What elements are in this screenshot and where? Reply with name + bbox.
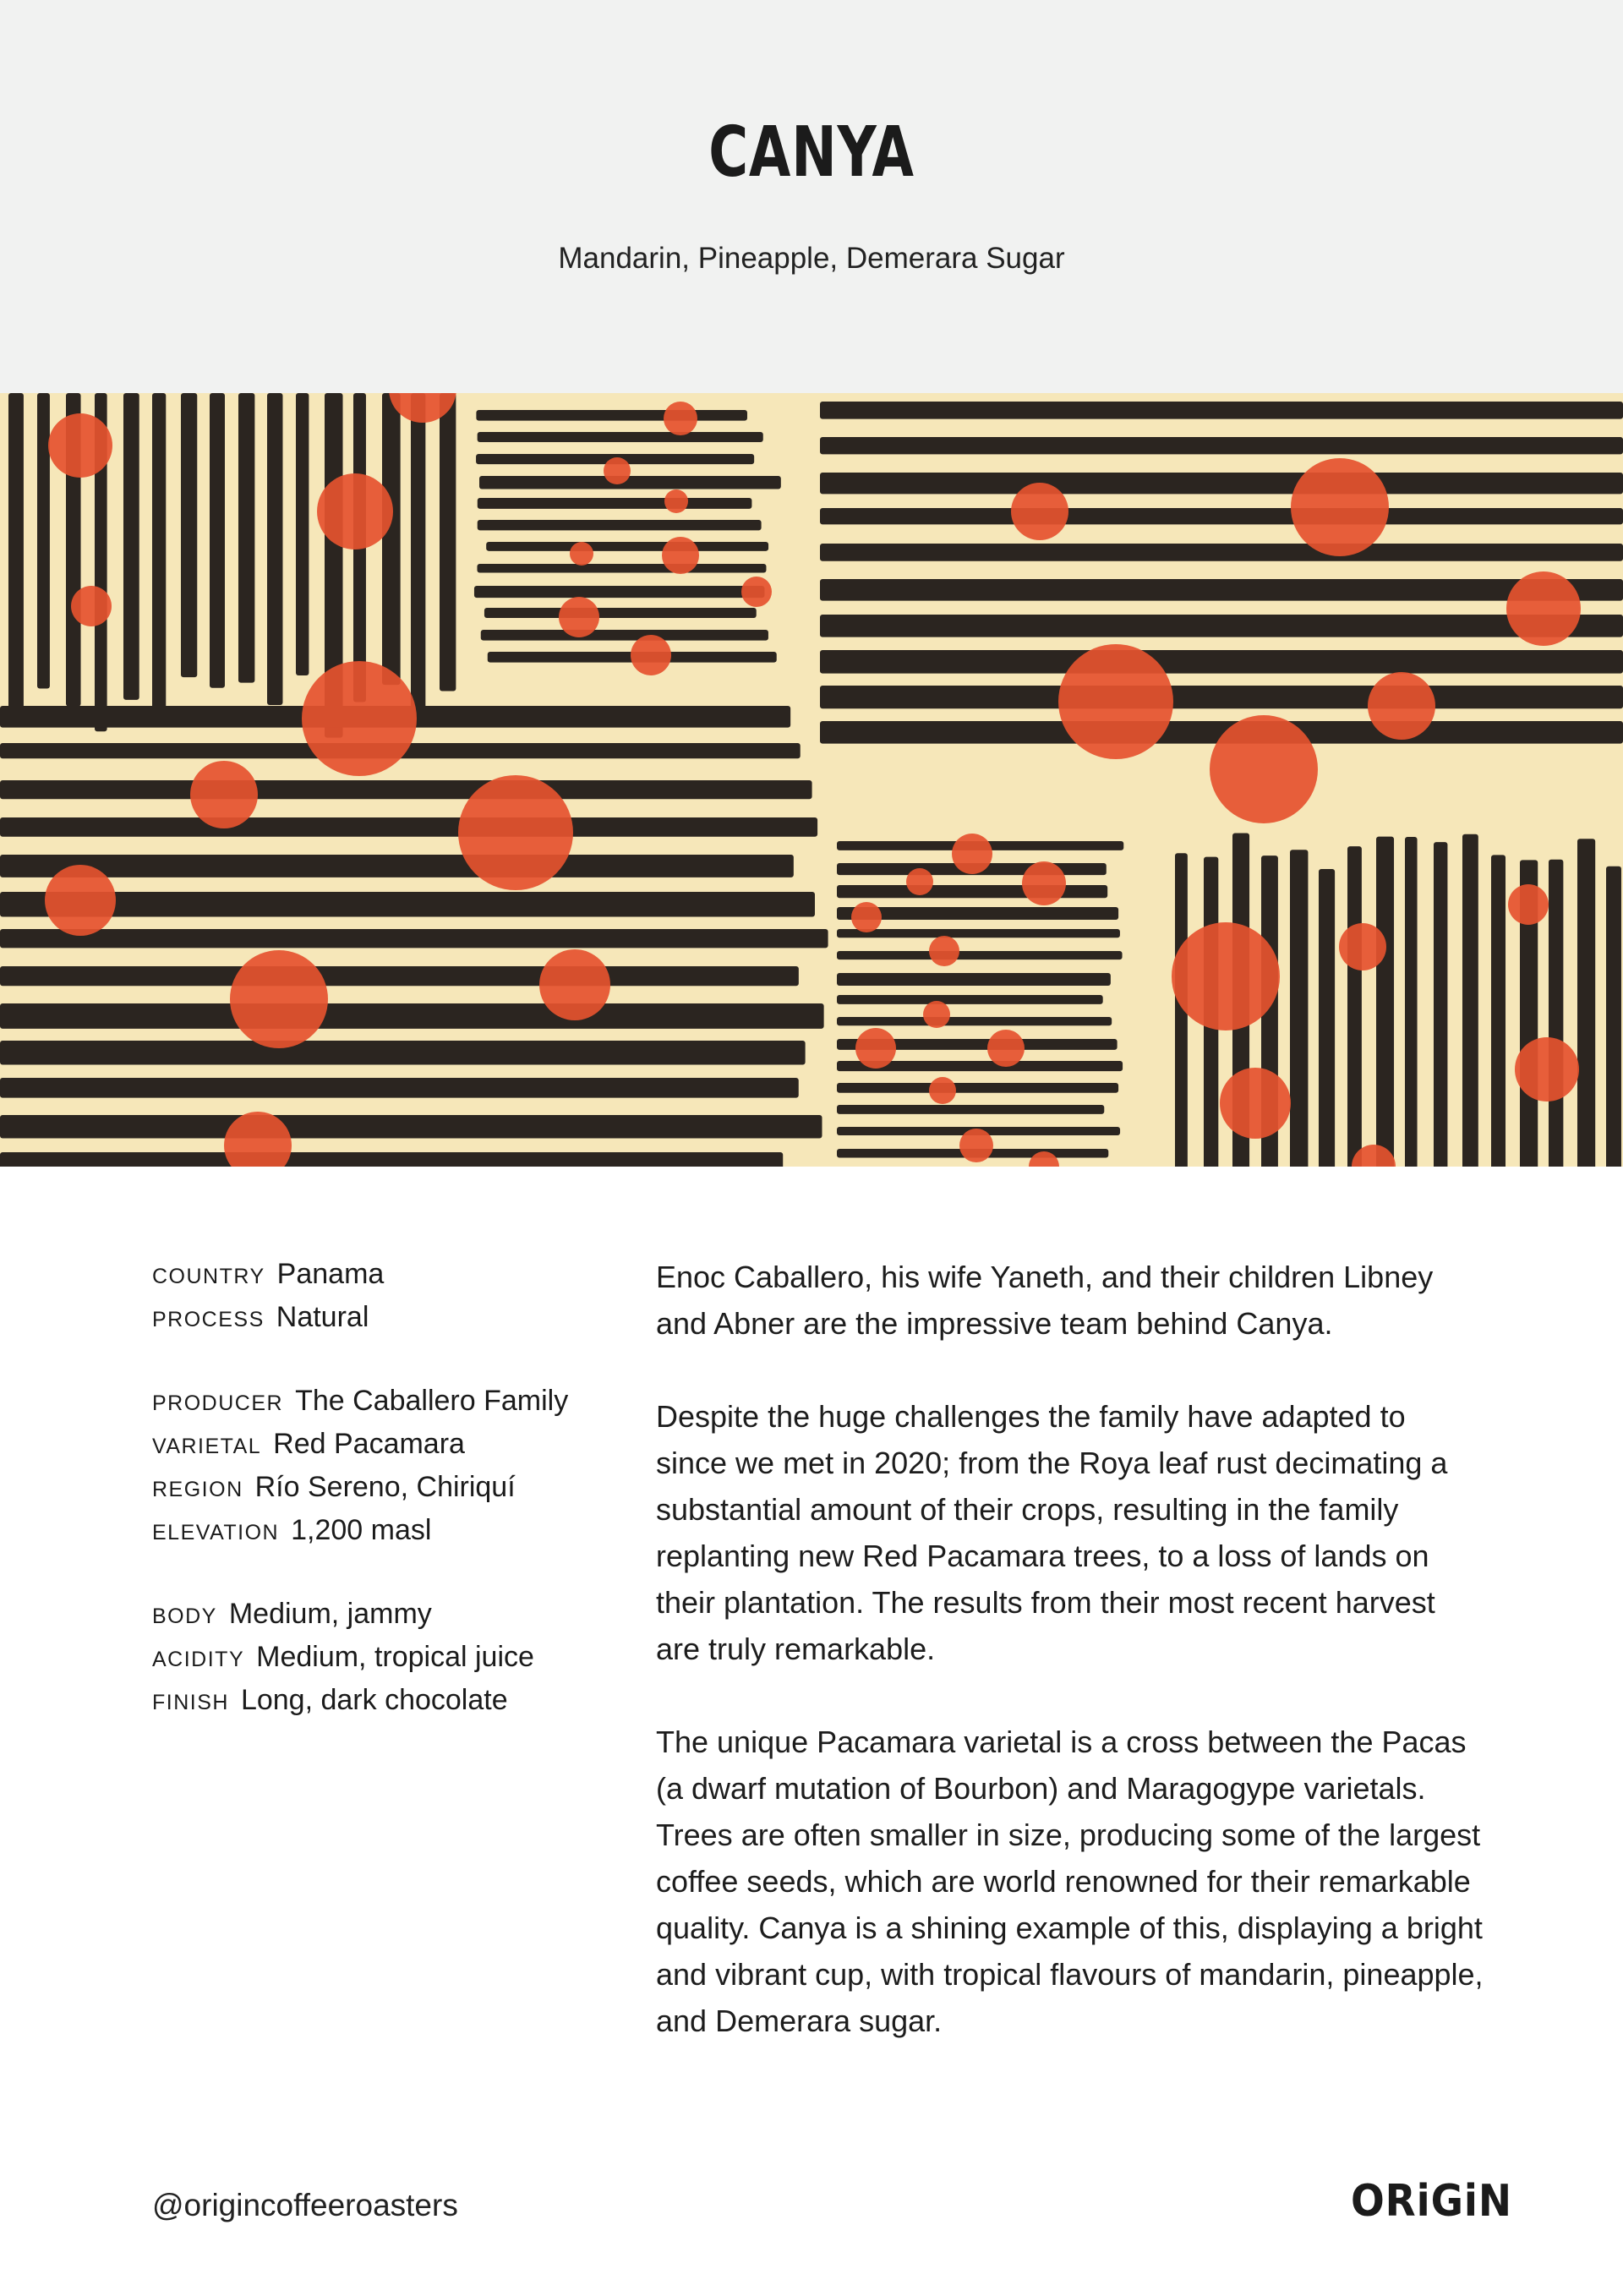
spec-label: PROCESS bbox=[152, 1308, 265, 1331]
spec-label: BODY bbox=[152, 1604, 217, 1628]
spec-label: REGION bbox=[152, 1478, 243, 1501]
spec-row-finish bbox=[152, 1680, 626, 1723]
origin-logo: ORiGiN bbox=[1351, 2176, 1512, 2227]
spec-value: Long, dark chocolate bbox=[240, 1684, 508, 1716]
spec-label: VARIETAL bbox=[152, 1435, 262, 1458]
header-band bbox=[0, 0, 1623, 393]
artwork-illustration bbox=[0, 393, 1623, 1167]
coffee-title: CANYA bbox=[708, 112, 915, 193]
spec-value: Río Sereno, Chiriquí bbox=[254, 1471, 516, 1503]
spec-group bbox=[152, 1254, 626, 1340]
spec-row-producer bbox=[152, 1380, 626, 1424]
spec-row-acidity bbox=[152, 1637, 626, 1680]
description-paragraph: The unique Pacamara varietal is a cross between the Pacas (a dwarf mutation of Bourbon) and Maragogype varietals. Trees are often smaller in size, producing some of the largest coffee seeds, which are world renowned for their remarkable quality. Canya is a shining example of this, displaying a bright and vibrant cup, with tropical flavours of mandarin, pineapple, and Demerara sugar. bbox=[656, 1725, 1484, 2038]
spec-value: Medium, tropical juice bbox=[256, 1641, 534, 1673]
description-paragraph: Despite the huge challenges the family have adapted to since we met in 2020; from the Roya leaf rust decimating a substantial amount of their crops, resulting in the family replanting new Red Pacamara trees, to a loss of lands on their plantation. The results from their most recent harvest are truly remarkable. bbox=[656, 1399, 1448, 1666]
spec-group bbox=[152, 1380, 626, 1553]
spec-row-region bbox=[152, 1467, 626, 1510]
spec-value: The Caballero Family bbox=[295, 1385, 569, 1417]
description-paragraph: Enoc Caballero, his wife Yaneth, and their children Libney and Abner are the impressive team behind Canya. bbox=[656, 1260, 1434, 1341]
social-handle: @origincoffeeroasters bbox=[152, 2188, 458, 2222]
coffee-description bbox=[656, 1254, 1484, 2091]
coffee-specs bbox=[152, 1254, 626, 1763]
spec-row-body bbox=[152, 1594, 626, 1637]
spec-value: Medium, jammy bbox=[228, 1598, 432, 1630]
spec-value: Red Pacamara bbox=[273, 1428, 465, 1460]
spec-row-country bbox=[152, 1254, 626, 1297]
spec-row-elevation bbox=[152, 1510, 626, 1553]
spec-label: PRODUCER bbox=[152, 1391, 284, 1415]
spec-value: 1,200 masl bbox=[291, 1514, 432, 1546]
spec-value: Natural bbox=[276, 1301, 369, 1333]
spec-label: FINISH bbox=[152, 1691, 229, 1714]
spec-row-varietal bbox=[152, 1424, 626, 1467]
stripes-cherries-icon bbox=[0, 393, 1623, 1167]
spec-label: ELEVATION bbox=[152, 1521, 280, 1544]
spec-group bbox=[152, 1594, 626, 1723]
spec-value: Panama bbox=[276, 1258, 385, 1290]
tasting-notes: Mandarin, Pineapple, Demerara Sugar bbox=[558, 242, 1065, 275]
spec-label: ACIDITY bbox=[152, 1648, 245, 1671]
spec-label: COUNTRY bbox=[152, 1265, 265, 1288]
spec-row-process bbox=[152, 1297, 626, 1340]
